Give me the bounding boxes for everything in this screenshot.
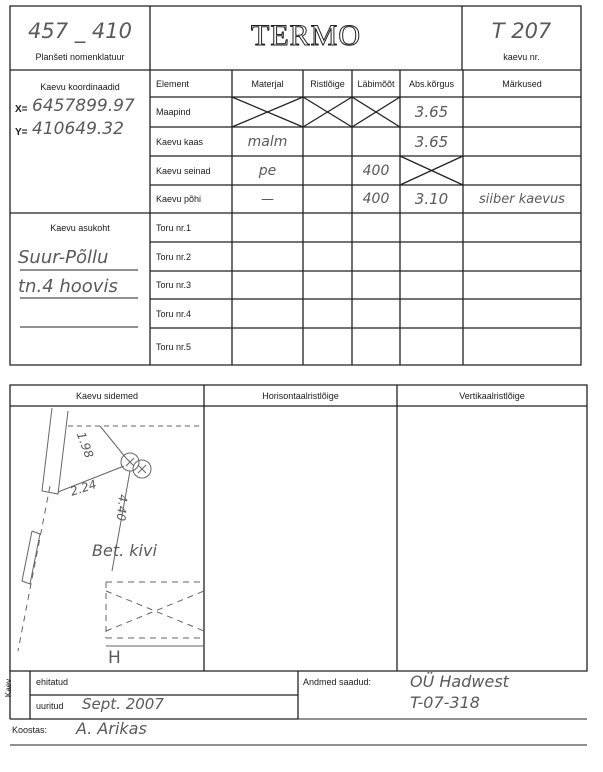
x-coordinate-label: X=: [15, 104, 28, 115]
section-header-links: Kaevu sidemed: [75, 391, 139, 401]
ground-height-value: 3.65: [414, 103, 449, 121]
row-label-well-walls: Kaevu seinad: [156, 165, 211, 176]
nomenclature-value: 457 _ 410: [27, 19, 132, 43]
row-label-ground: Maapind: [156, 107, 191, 117]
well-label: Kaev: [4, 678, 13, 698]
column-header-element: Element: [156, 78, 190, 89]
location-label: Kaevu asukoht: [50, 223, 110, 233]
coordinates-label: Kaevu koordinaadid: [40, 82, 120, 92]
measured-value: Sept. 2007: [82, 695, 164, 713]
bottom-notes-value: siiber kaevus: [479, 191, 565, 207]
sketch-dimension-2: 2.24: [68, 477, 99, 499]
x-coordinate-value: 6457899.97: [32, 96, 135, 116]
author-value: A. Arikas: [76, 719, 147, 738]
source-line-2: T-07-318: [410, 693, 480, 712]
walls-diameter-value: 400: [362, 162, 390, 179]
bottom-material-value: —: [261, 191, 274, 207]
source-label: Andmed saadud:: [303, 677, 372, 687]
measured-label: uuritud: [36, 701, 64, 711]
section-header-vertical: Vertikaalristlõige: [459, 391, 525, 401]
sketch-dimension-1: 1.98: [73, 430, 97, 460]
y-coordinate-label: Y=: [15, 127, 28, 138]
row-label-pipe-4: Toru nr.4: [156, 308, 192, 319]
cover-material-value: malm: [247, 133, 288, 150]
location-line-1: Suur-Põllu: [18, 247, 109, 268]
cover-height-value: 3.65: [414, 132, 449, 151]
row-label-well-cover: Kaevu kaas: [156, 136, 204, 147]
column-header-material: Materjal: [251, 78, 284, 89]
built-label: ehitatud: [36, 677, 69, 687]
row-label-pipe-2: Toru nr.2: [156, 251, 192, 262]
section-header-horizontal: Horisontaalristlõige: [262, 391, 339, 401]
sketch-letter: H: [108, 648, 121, 668]
bottom-diameter-value: 400: [362, 191, 390, 207]
well-links-sketch: [10, 406, 204, 671]
row-label-pipe-3: Toru nr.3: [156, 280, 192, 290]
row-label-well-bottom: Kaevu põhi: [156, 194, 202, 204]
row-label-pipe-5: Toru nr.5: [156, 341, 192, 352]
well-number-label: kaevu nr.: [503, 52, 540, 62]
source-line-1: OÜ Hadwest: [410, 672, 509, 691]
bottom-height-value: 3.10: [414, 190, 449, 208]
column-header-diameter: Läbimõõt: [357, 78, 395, 89]
column-header-cross-section: Ristlõige: [310, 78, 345, 89]
y-coordinate-value: 410649.32: [32, 119, 124, 139]
form-title: TERMO: [251, 19, 361, 52]
row-label-pipe-1: Toru nr.1: [156, 222, 192, 233]
column-header-notes: Märkused: [502, 78, 542, 89]
column-header-abs-height: Abs.kõrgus: [408, 78, 455, 89]
sketch-dimension-3: 4.40: [113, 493, 130, 522]
author-label: Koostas:: [12, 725, 48, 735]
nomenclature-label: Planšeti nomenklatuur: [35, 52, 125, 62]
sketch-label-text: Bet. kivi: [92, 541, 157, 560]
well-number-value: T 207: [491, 19, 552, 43]
location-line-2: tn.4 hoovis: [18, 276, 118, 297]
walls-material-value: pe: [258, 162, 277, 179]
